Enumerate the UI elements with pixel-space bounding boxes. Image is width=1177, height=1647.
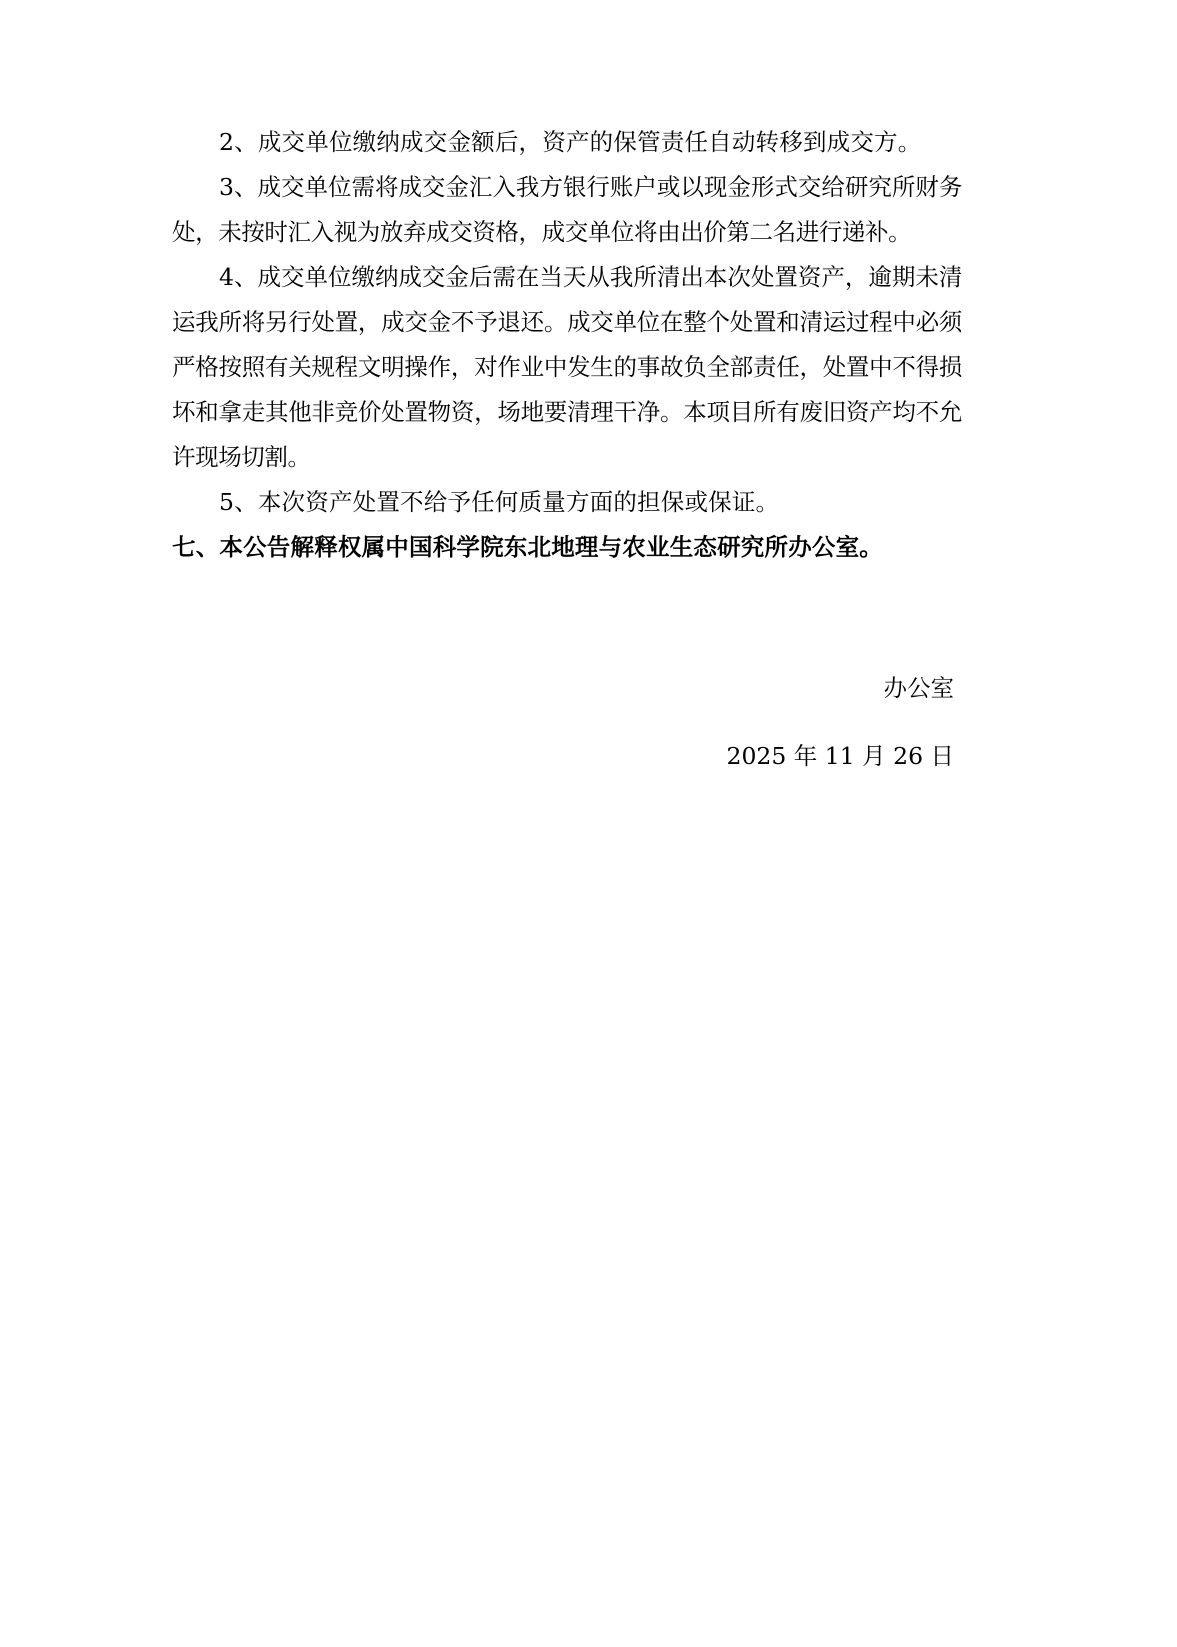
paragraph-item-2: 2、成交单位缴纳成交金额后，资产的保管责任自动转移到成交方。 bbox=[219, 128, 922, 156]
signature-office: 办公室 bbox=[883, 673, 954, 702]
signature-spacer bbox=[172, 570, 962, 642]
section-heading-seven: 七、本公告解释权属中国科学院东北地理与农业生态研究所办公室。 bbox=[172, 533, 883, 561]
paragraph-item-3: 3、成交单位需将成交金汇入我方银行账户或以现金形式交给研究所财务处，未按时汇入视为放弃成交资格，成交单位将由出价第二名进行递补。 bbox=[172, 173, 962, 246]
document-body bbox=[172, 120, 962, 803]
paragraph-item-5: 5、本次资产处置不给予任何质量方面的担保或保证。 bbox=[219, 488, 780, 516]
signature-date: 2025 年 11 月 26 日 bbox=[726, 742, 954, 770]
paragraph-item-4: 4、成交单位缴纳成交金后需在当天从我所清出本次处置资产，逾期未清运我所将另行处置，成交金不予退还。成交单位在整个处置和清运过程中必须严格按照有关规程文明操作，对作业中发生的事故负全部责任，处置中不得损坏和拿走其他非竞价处置物资，场地要清理干净。本项目所有废旧资产均不允许现场切割。 bbox=[172, 263, 962, 471]
